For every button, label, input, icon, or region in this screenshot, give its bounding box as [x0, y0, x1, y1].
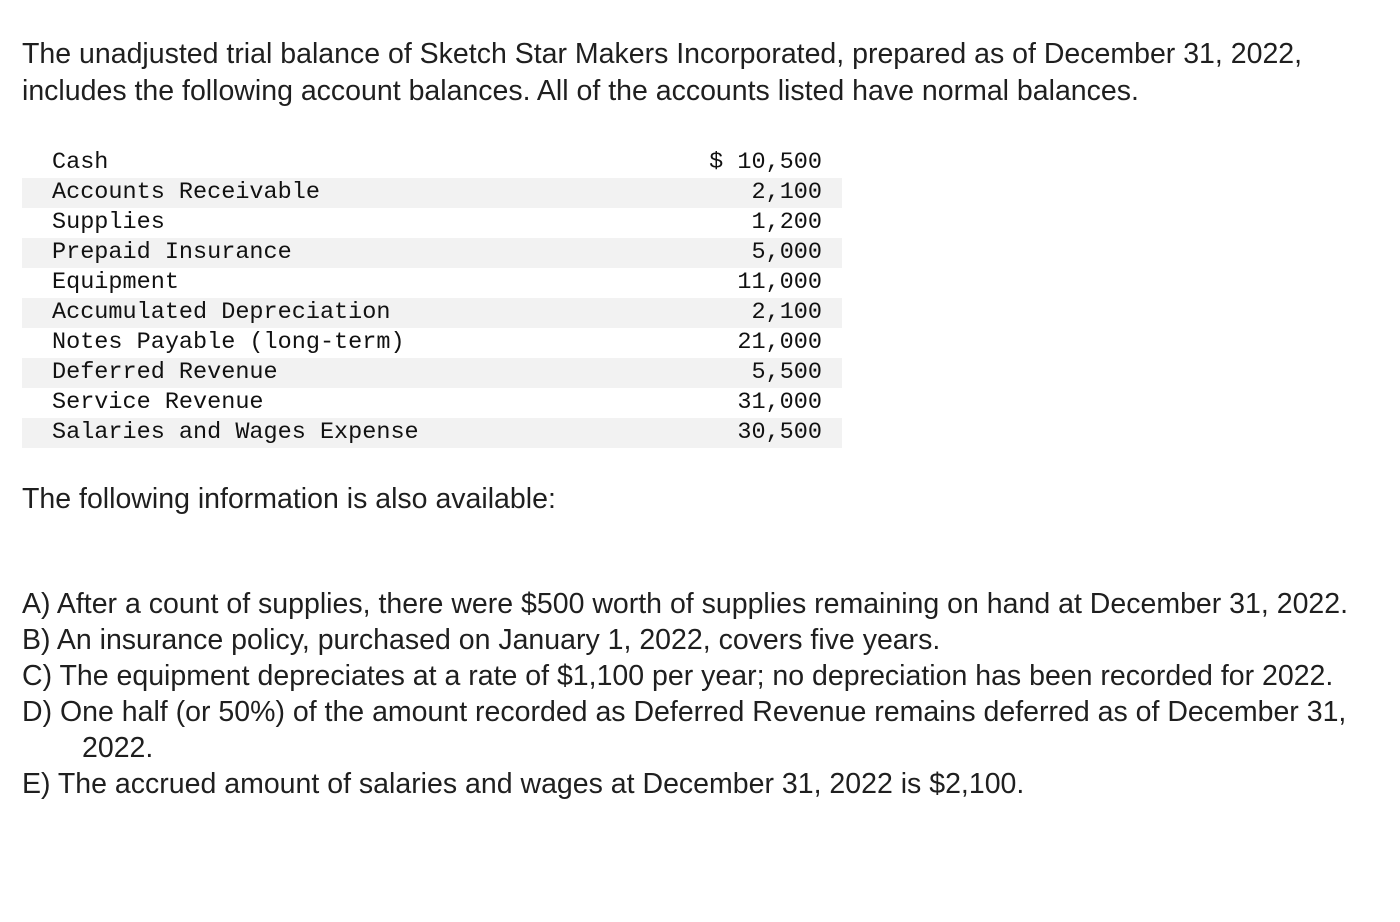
table-row [22, 418, 842, 448]
table-row [22, 148, 842, 178]
also-available-heading: The following information is also available: [22, 483, 556, 515]
account-name: Supplies [52, 209, 165, 236]
account-amount: 2,100 [612, 298, 842, 328]
account-name: Salaries and Wages Expense [22, 418, 612, 448]
list-item: A) After a count of supplies, there were $500 worth of supplies remaining on hand at December 31, 2022. [22, 588, 1349, 620]
table-row [22, 328, 842, 358]
account-name: Accumulated Depreciation [22, 298, 612, 328]
table-row [22, 358, 842, 388]
account-name: Accounts Receivable [22, 178, 612, 208]
account-name: Service Revenue [52, 389, 264, 416]
account-name: Prepaid Insurance [22, 238, 612, 268]
adjustment-info-list [22, 586, 1382, 802]
account-amount: 30,500 [612, 418, 842, 448]
table-row [22, 268, 842, 298]
account-amount: 1,200 [751, 209, 822, 236]
trial-balance-table [22, 148, 842, 448]
table-row [22, 238, 842, 268]
account-amount: 5,500 [612, 358, 842, 388]
table-row [22, 178, 842, 208]
account-name: Deferred Revenue [22, 358, 612, 388]
account-amount: 5,000 [612, 238, 842, 268]
account-name: Notes Payable (long-term) [52, 329, 405, 356]
account-amount: 31,000 [737, 389, 822, 416]
account-amount: 2,100 [612, 178, 842, 208]
list-item: D) One half (or 50%) of the amount recorded as Deferred Revenue remains deferred as of December 31, 2022. [22, 696, 1347, 764]
account-name: Cash [52, 149, 109, 176]
list-item: C) The equipment depreciates at a rate of $1,100 per year; no depreciation has been recorded for 2022. [22, 660, 1334, 692]
table-row [22, 208, 842, 238]
list-item: B) An insurance policy, purchased on January 1, 2022, covers five years. [22, 624, 941, 656]
intro-paragraph: The unadjusted trial balance of Sketch Star Makers Incorporated, prepared as of December 31, 2022, includes the following account balances. All of the accounts listed have normal balances. [22, 38, 1303, 107]
list-item: E) The accrued amount of salaries and wages at December 31, 2022 is $2,100. [22, 768, 1025, 800]
table-row [22, 388, 842, 418]
account-name: Equipment [52, 269, 179, 296]
account-amount: $ 10,500 [709, 149, 822, 176]
account-amount: 21,000 [737, 329, 822, 356]
account-amount: 11,000 [737, 269, 822, 296]
table-row [22, 298, 842, 328]
